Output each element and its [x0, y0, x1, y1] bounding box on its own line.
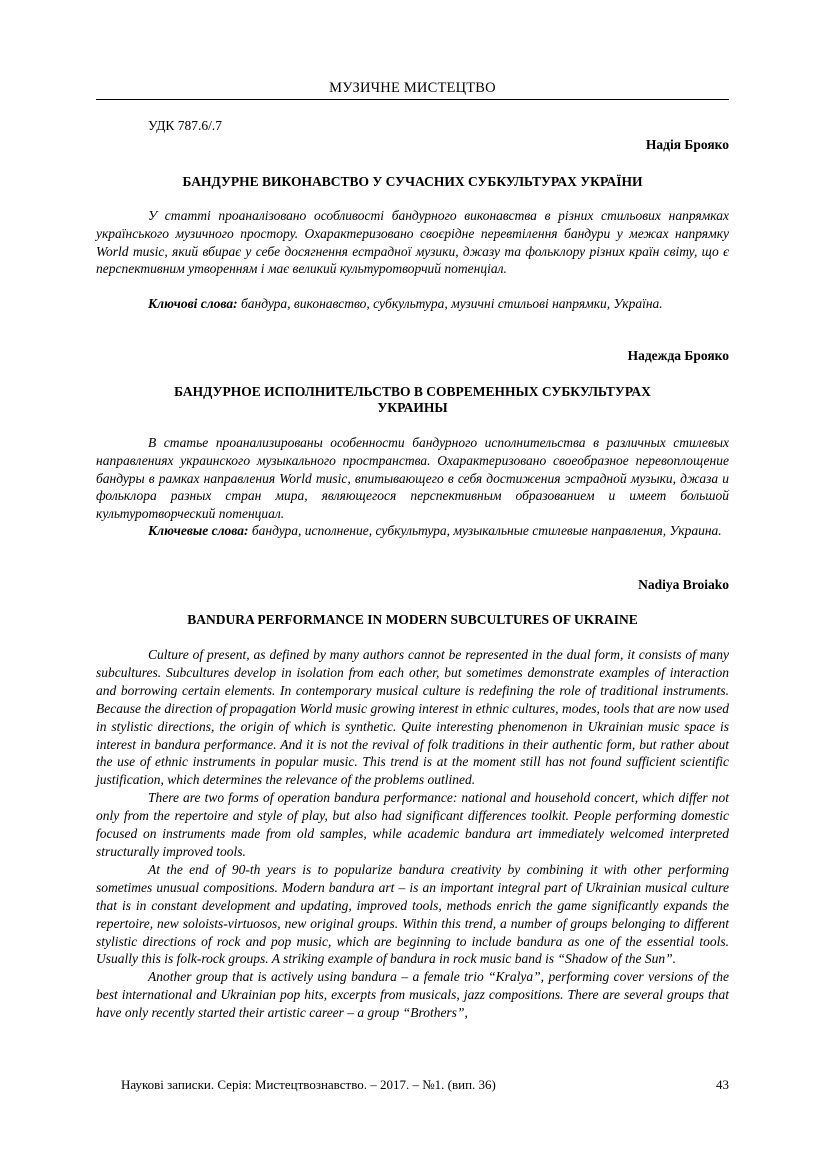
keywords-uk	[96, 295, 729, 313]
author-ru: Надежда Брояко	[627, 348, 729, 363]
title-ru	[96, 384, 729, 416]
article-body	[96, 646, 729, 1022]
keywords-ru	[96, 522, 729, 540]
title-ru-line2: УКРАИНЫ	[377, 400, 448, 415]
body-paragraph-4: Another group that is actively using bandura – a female trio “Kralya”, performing cover versions of the best international and Ukrainian pop hits, excerpts from musicals, jazz compositions. There are several groups that have only recently started their artistic career – a group “Brothers”,	[96, 969, 729, 1021]
body-paragraph-3: At the end of 90-th years is to popularize bandura creativity by combining it with other performing sometimes unusual compositions. Modern bandura art – is an important integral part of Ukrainian musical culture that is in constant development and updating, improved tools, methods enrich the game significantly expands the repertoire, new soloists-virtuosos, new original groups. Within this trend, a number of groups belonging to different stylistic directions of rock and pop music, which are beginning to include bandura as one of the essential tools. Usually this is folk-rock groups. A striking example of bandura in rock music band is “Shadow of the Sun”.	[96, 861, 729, 967]
keywords-label-ru: Ключевые слова:	[148, 523, 249, 538]
author-uk: Надія Брояко	[645, 137, 729, 152]
title-uk: БАНДУРНЕ ВИКОНАВСТВО У СУЧАСНИХ СУБКУЛЬТУРАХ УКРАЇНИ	[182, 174, 643, 189]
udk-code: УДК 787.6/.7	[148, 118, 223, 133]
running-header: МУЗИЧНЕ МИСТЕЦТВО	[329, 80, 496, 96]
title-en: BANDURA PERFORMANCE IN MODERN SUBCULTURES OF UKRAINE	[187, 612, 638, 627]
header-rule	[96, 99, 729, 100]
footer-citation: Наукові записки. Серія: Мистецтвознавство. – 2017. – №1. (вип. 36)	[121, 1077, 496, 1092]
body-paragraph-2: There are two forms of operation bandura performance: national and household concert, which differ not only from the repertoire and style of play, but also had significant differences toolkit. People performing domestic focused on instruments made from old samples, while academic bandura art immediately welcomed interpreted structurally improved tools.	[96, 790, 729, 859]
body-paragraph-1: Culture of present, as defined by many authors cannot be represented in the dual form, it consists of many subcultures. Subcultures develop in isolation from each other, but sometimes demonstrate examples of interaction and borrowing certain elements. In contemporary musical culture is redefining the role of traditional instruments. Because the direction of propagation World music growing interest in ethnic cultures, modes, tools that are now used in stylistic directions, the origin of which is synthetic. Quite interesting phenomenon in Ukrainian music space is interest in bandura performance. And it is not the revival of folk traditions in their authentic form, but rather about the use of ethnic instruments in popular music. This trend is at the moment still has not found sufficient scientific justification, which determines the relevance of the problems outlined.	[96, 647, 729, 788]
author-en: Nadiya Broiako	[638, 577, 729, 592]
title-ru-line1: БАНДУРНОЕ ИСПОЛНИТЕЛЬСТВО В СОВРЕМЕННЫХ СУБКУЛЬТУРАХ	[174, 384, 651, 399]
keywords-label-uk: Ключові слова:	[148, 296, 238, 311]
page-number: 43	[716, 1077, 729, 1092]
keywords-text-uk: бандура, виконавство, субкультура, музичні стильові напрямки, Україна.	[237, 296, 663, 311]
abstract-ru: В статье проанализированы особенности бандурного исполнительства в различных стилевых направлениях украинского музыкального пространства. Охарактеризовано своеобразное перевоплощение бандуры в рамках направления World music, впитывающего в себя достижения эстрадной музыки, джаза и фольклора разных стран мира, являющегося перспективным образованием и имеет большой культуротворческий потенциал.	[96, 435, 729, 522]
abstract-uk: У статті проаналізовано особливості бандурного виконавства в різних стильових напрямках українського музичного простору. Охарактеризовано своєрідне перевтілення бандури у межах напрямку World music, який вбирає у себе досягнення естрадної музики, джазу та фольклору різних країн світу, що є перспективним утворенням і має великий культуротворчий потенціал.	[96, 208, 729, 277]
keywords-text-ru: бандура, исполнение, субкультура, музыкальные стилевые направления, Украина.	[248, 523, 722, 538]
